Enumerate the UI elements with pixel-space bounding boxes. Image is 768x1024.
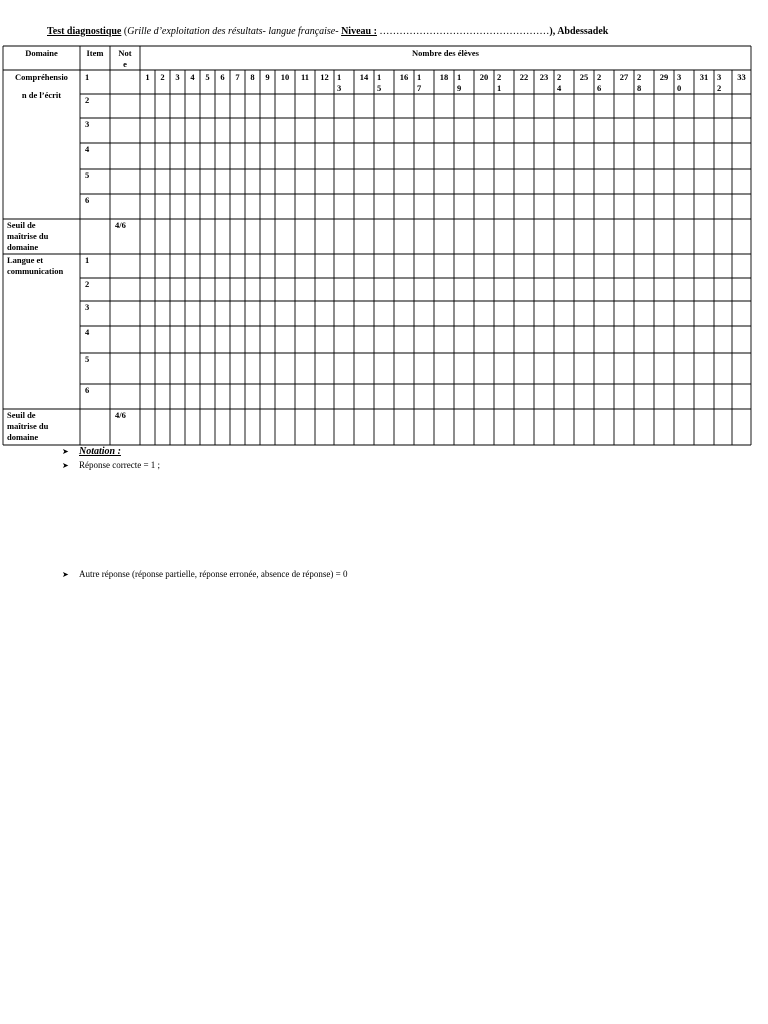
rule-correct-text: Réponse correcte = 1 ; xyxy=(79,460,161,470)
student-number: 4 xyxy=(190,72,195,82)
item-number: 4 xyxy=(85,144,90,154)
student-number: 12 xyxy=(320,72,329,82)
student-number: 1 xyxy=(417,72,422,82)
student-number: 1 xyxy=(457,72,462,82)
title-open-paren: ( xyxy=(123,26,128,37)
item-number: 6 xyxy=(85,195,90,205)
student-number: 33 xyxy=(737,72,746,82)
student-number: 14 xyxy=(359,72,369,82)
seuil-label: maîtrise du xyxy=(7,421,49,431)
rule-correct xyxy=(62,460,160,470)
domain-name: n de l’écrit xyxy=(21,90,62,100)
item-number: 3 xyxy=(85,302,90,312)
item-number: 1 xyxy=(85,255,90,265)
student-number: 2 xyxy=(637,72,642,82)
domain-name: Langue et xyxy=(7,255,44,265)
seuil-label: maîtrise du xyxy=(7,231,49,241)
student-number: 3 xyxy=(337,83,342,93)
student-number: 4 xyxy=(557,83,562,93)
domain-name: Compréhensio xyxy=(15,72,68,82)
student-number: 1 xyxy=(497,83,502,93)
student-number: 7 xyxy=(235,72,240,82)
arrowhead-bullet-icon: ➤ xyxy=(62,447,69,456)
student-number: 20 xyxy=(479,72,489,82)
student-number: 25 xyxy=(579,72,589,82)
student-number: 3 xyxy=(717,72,722,82)
student-number: 5 xyxy=(205,72,210,82)
item-number: 1 xyxy=(85,72,90,82)
student-number: 2 xyxy=(717,83,722,93)
student-number: 18 xyxy=(439,72,449,82)
student-number: 5 xyxy=(377,83,382,93)
item-number: 5 xyxy=(85,354,90,364)
student-number: 1 xyxy=(377,72,382,82)
seuil-label: Seuil de xyxy=(7,410,36,420)
student-number: 0 xyxy=(677,83,682,93)
student-number: 10 xyxy=(280,72,290,82)
student-number: 22 xyxy=(519,72,529,82)
student-number: 16 xyxy=(399,72,409,82)
student-number: 2 xyxy=(160,72,165,82)
student-number: 3 xyxy=(677,72,682,82)
seuil-note: 4/6 xyxy=(115,410,126,420)
header-item: Item xyxy=(86,48,104,58)
header-nombre-eleves: Nombre des élèves xyxy=(412,48,479,58)
header-note: e xyxy=(123,59,127,69)
student-number: 2 xyxy=(497,72,502,82)
arrowhead-bullet-icon: ➤ xyxy=(62,461,69,470)
student-number: 3 xyxy=(175,72,180,82)
author-name: ), Abdessadek xyxy=(549,26,609,37)
item-number: 4 xyxy=(85,327,90,337)
item-number: 5 xyxy=(85,170,90,180)
item-number: 3 xyxy=(85,119,90,129)
arrowhead-bullet-icon: ➤ xyxy=(62,570,69,579)
seuil-label: domaine xyxy=(7,432,39,442)
rule-other-text: Autre réponse (réponse partielle, réponse erronée, absence de réponse) = 0 xyxy=(79,569,348,579)
student-number: 29 xyxy=(659,72,669,82)
student-number: 6 xyxy=(597,83,602,93)
test-label: Test diagnostique xyxy=(47,26,122,37)
student-number: 9 xyxy=(457,83,462,93)
item-number: 6 xyxy=(85,385,90,395)
student-number: 27 xyxy=(619,72,629,82)
student-number: 1 xyxy=(145,72,150,82)
student-number: 8 xyxy=(637,83,642,93)
student-number: 8 xyxy=(250,72,255,82)
notation-label: Notation : xyxy=(79,446,121,457)
niveau-dots: …………………………………………… xyxy=(379,26,550,37)
student-number: 1 xyxy=(337,72,342,82)
seuil-note: 4/6 xyxy=(115,220,126,230)
results-grid xyxy=(0,0,768,450)
rule-other xyxy=(62,569,347,579)
item-number: 2 xyxy=(85,95,90,105)
niveau-label: Niveau : xyxy=(341,26,377,37)
student-number: 6 xyxy=(220,72,225,82)
notation-heading xyxy=(62,446,121,457)
domain-name: communication xyxy=(7,266,64,276)
student-number: 2 xyxy=(557,72,562,82)
student-number: 23 xyxy=(539,72,549,82)
title-subtitle: Grille d’exploitation des résultats- langue française- xyxy=(127,26,339,37)
student-number: 2 xyxy=(597,72,602,82)
student-number: 11 xyxy=(300,72,310,82)
seuil-label: domaine xyxy=(7,242,39,252)
header-domaine: Domaine xyxy=(25,48,58,58)
student-number: 31 xyxy=(699,72,709,82)
student-number: 9 xyxy=(265,72,270,82)
item-number: 2 xyxy=(85,279,90,289)
header-note: Not xyxy=(118,48,132,58)
student-number: 7 xyxy=(417,83,422,93)
seuil-label: Seuil de xyxy=(7,220,36,230)
